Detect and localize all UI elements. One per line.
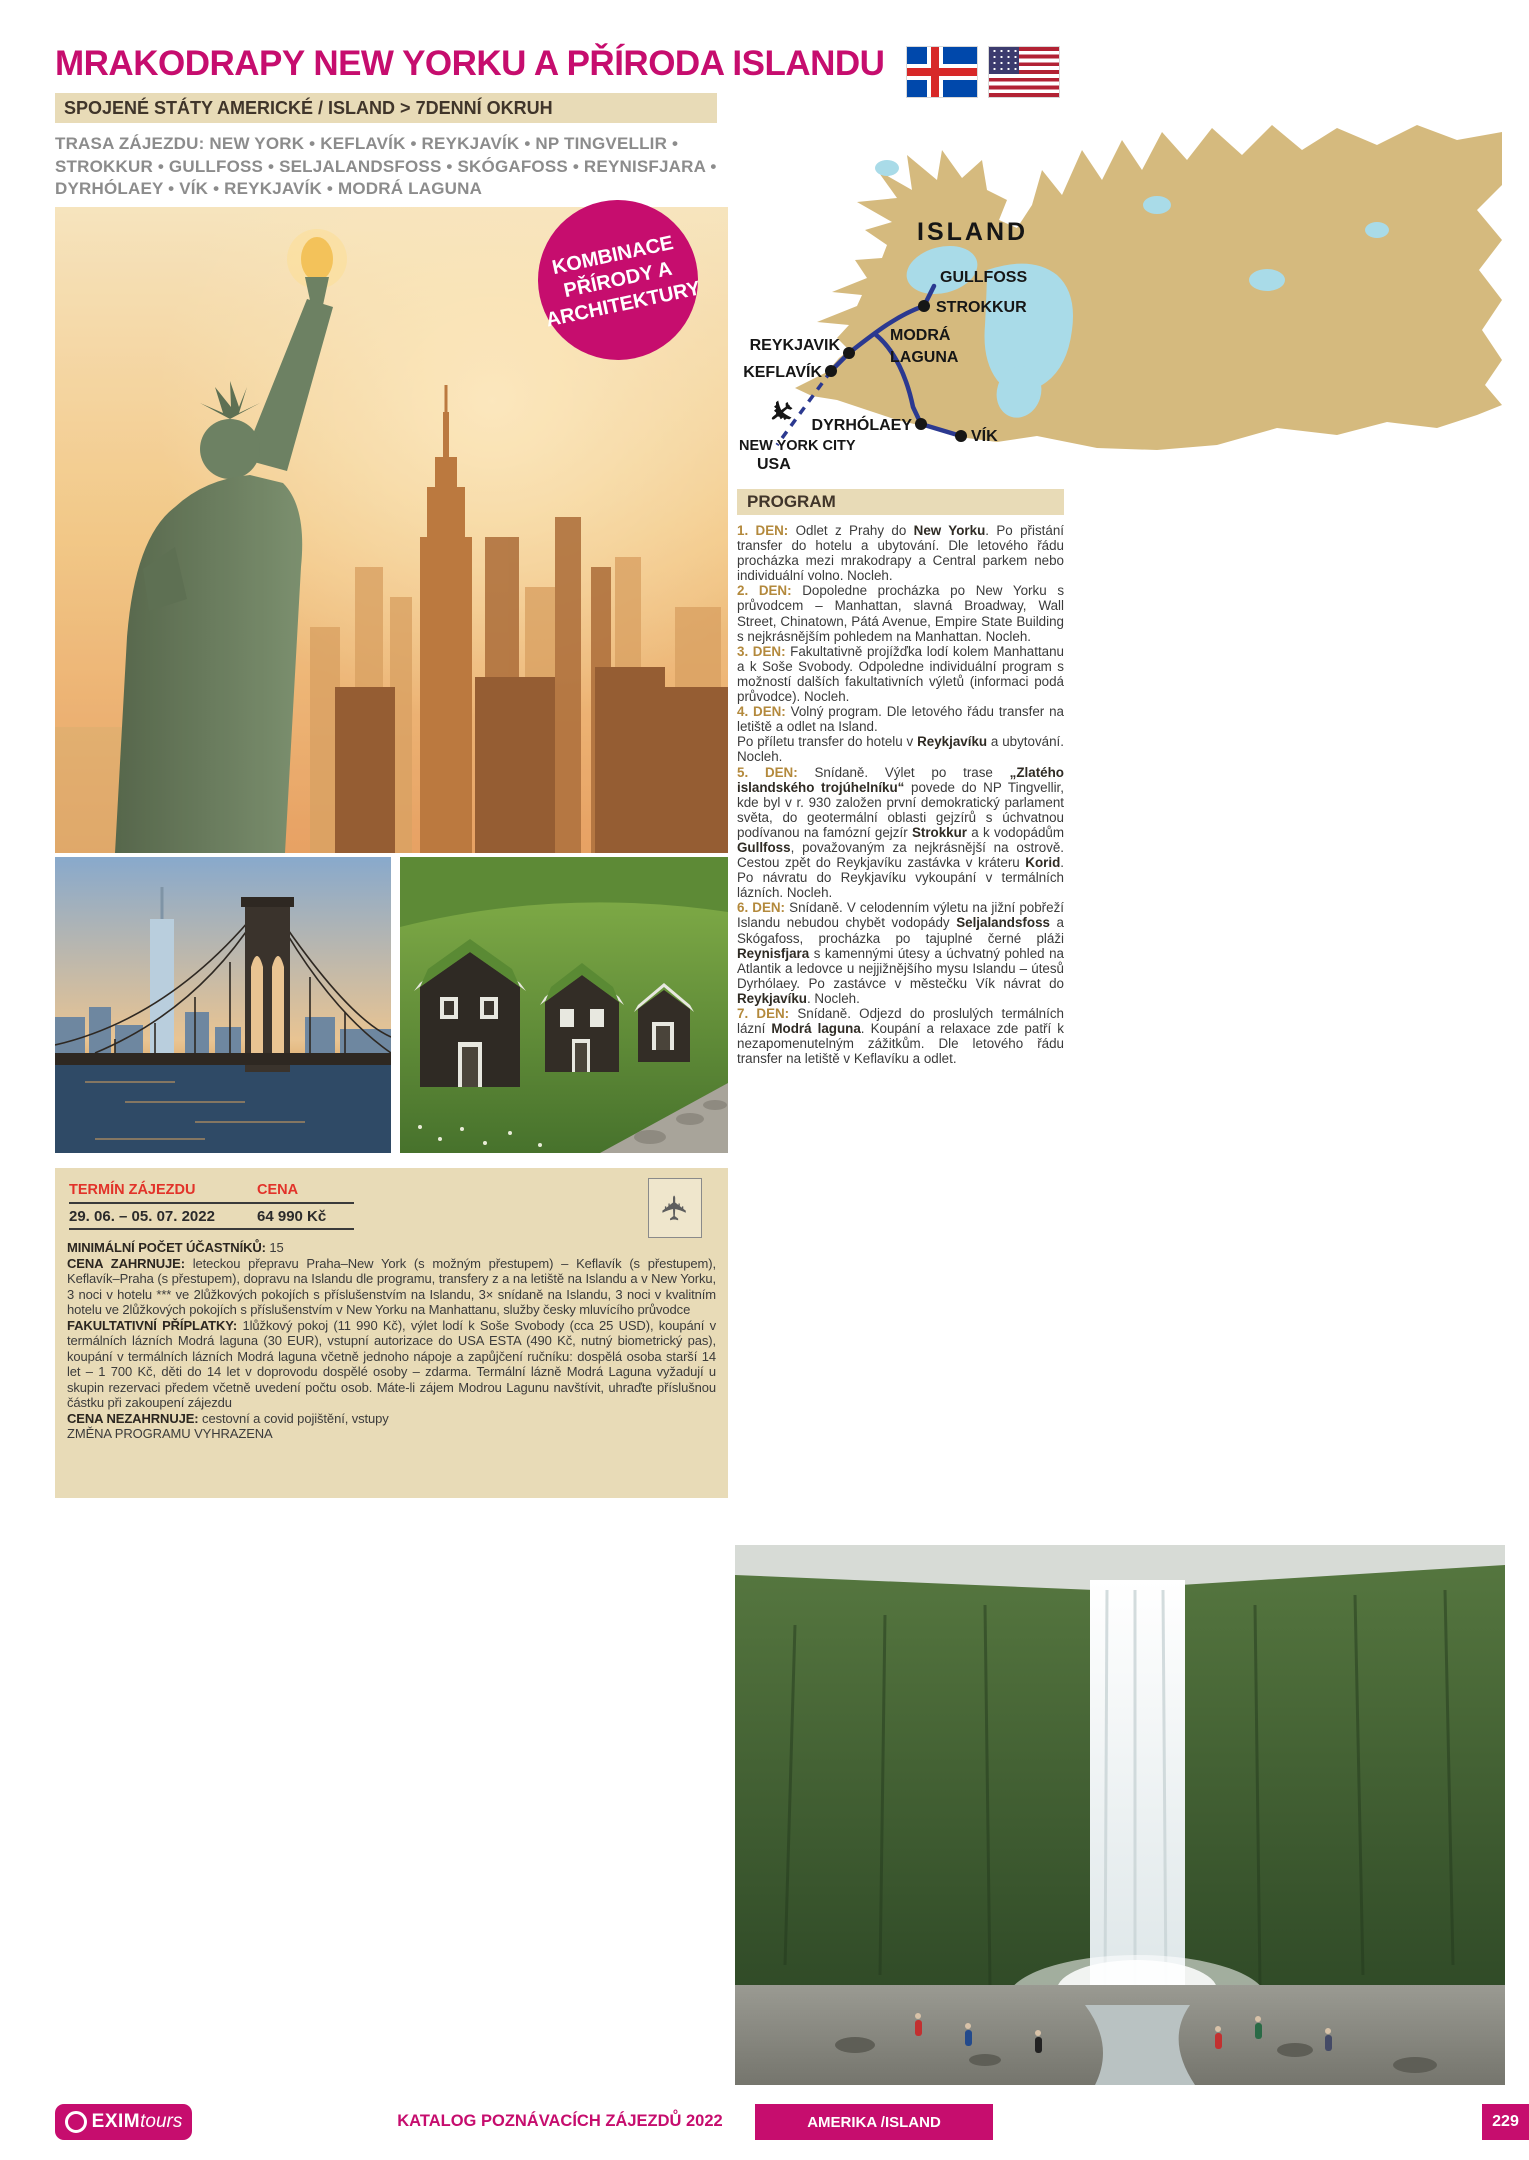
exim-logo-icon: [65, 2111, 87, 2133]
map-country-label: ISLAND: [917, 218, 1029, 246]
iceland-flag-icon: [907, 47, 977, 97]
program-paragraph: 3. DEN: Fakultativně projížďka lodí kolem Manhattanu a k Soše Svobody. Odpoledne individuální program s možností dalších fakultativních výletů (informaci podá průvodce). Nocleh.: [737, 643, 1065, 705]
program-paragraph: 4. DEN: Volný program. Dle letového řádu transfer na letiště a odlet na Island.: [737, 704, 1064, 735]
vik-dot: [955, 430, 967, 442]
reykjavik-dot: [843, 347, 855, 359]
turf-houses-photo: [400, 857, 728, 1153]
program-paragraph: 5. DEN: Snídaně. Výlet po trase „Zlatého islandského trojúhelníku“ povede do NP Tingvellir, kde byl v r. 930 založen první demokratický parlament světa, do geotermální oblasti gejzírů s úchvatnou podívanou na famózní gejzír Strokkur a k vodopádům Gullfoss, považovaným za nejkrásnější na ostrově. Cestou zpět do Reykjavíku zastávka v kráteru Korid. Po návratu do Reykjavíku vykoupání v termálních lázních. Nocleh.: [737, 764, 1064, 901]
tour-date: 29. 06. – 05. 07. 2022: [69, 1207, 215, 1225]
exim-logo-tours-text: tours: [140, 2111, 183, 2132]
skogafoss-waterfall-photo: [735, 1545, 1505, 2085]
program-paragraph: 2. DEN: Dopoledne procházka po New Yorku s průvodcem – Manhattan, slavná Broadway, Wall Street, Chinatown, Pátá Avenue, Empire State Building s nejkrásnějším pohledem na Manhattan. Nocleh.: [737, 583, 1065, 644]
term-column-header: TERMÍN ZÁJEZDU: [69, 1182, 196, 1198]
exim-logo-text: EXIM: [91, 2111, 141, 2132]
tour-route: TRASA ZÁJEZDU: NEW YORK • KEFLAVÍK • REYKJAVÍK • NP TINGVELLIR • STROKKUR • GULLFOSS • SELJALANDSFOSS • SKÓGAFOSS • REYNISFJARA • DYRHÓLAEY • VÍK • REYKJAVÍK • MODRÁ LAGUNA: [55, 134, 717, 199]
strokkur-label: STROKKUR: [936, 299, 1027, 316]
iceland-route-map: [737, 110, 1502, 480]
keflavik-dot: [825, 365, 837, 377]
conditions-paragraph: MINIMÁLNÍ POČET ÚČASTNÍKŮ: 15: [67, 1240, 284, 1255]
iceland-landmass: [795, 125, 1502, 450]
price-column-header: CENA: [257, 1182, 299, 1198]
vik-label: VÍK: [971, 428, 998, 445]
tour-price: 64 990 Kč: [257, 1207, 327, 1225]
reykjavik-label: REYKJAVIK: [749, 337, 840, 354]
program-heading: PROGRAM: [737, 489, 1064, 515]
pricing-conditions-panel: [55, 1168, 728, 1498]
catalog-title: KATALOG POZNÁVACÍCH ZÁJEZDŮ 2022: [397, 2112, 723, 2130]
program-paragraph: Po příletu transfer do hotelu v Reykjavíku a ubytování. Nocleh.: [737, 734, 1064, 765]
page-title: MRAKODRAPY NEW YORKU A PŘÍRODA ISLANDU: [55, 44, 885, 83]
program-itinerary: [737, 523, 1064, 1066]
combo-badge: KOMBINACE PŘÍRODY A ARCHITEKTURY: [523, 185, 713, 375]
airplane-icon: ✈: [759, 390, 801, 432]
strokkur-dot: [918, 300, 930, 312]
bridge-deck: [55, 1053, 391, 1065]
conditions-paragraph: ZMĚNA PROGRAMU VYHRAZENA: [67, 1426, 273, 1441]
tour-conditions: [67, 1240, 716, 1442]
flight-included-box: [648, 1178, 702, 1238]
conditions-paragraph: CENA ZAHRNUJE: leteckou přepravu Praha–New York (s možným přestupem) – Keflavík (s přestupem), Keflavík–Praha (s přestupem), dopravu na Islandu dle programu, transfery z a na letiště na Islandu a v New Yorku, 3 noci v hotelu *** ve 2lůžkových pokojích s příslušenstvím na Islandu, 3× snídaně na Islandu, 3 noci v kvalitním hotelu ve 2lůžkových pokojích s příslušenstvím v New Yorku na Manhattanu, služby česky mluvícího průvodce: [67, 1255, 716, 1317]
program-paragraph: 7. DEN: Snídaně. Odjezd do proslulých termálních lázní Modrá laguna. Koupání a relaxace zde patří k nezapomenutelným zážitkům. Dle letového řádu transfer na letiště v Keflavíku a odlet.: [737, 1006, 1064, 1067]
usa-label: USA: [757, 456, 791, 473]
exim-tours-logo: [55, 2104, 192, 2140]
price-table-header-row: [69, 1178, 359, 1202]
region-badge: AMERIKA /ISLAND: [755, 2104, 993, 2140]
program-paragraph: 6. DEN: Snídaně. V celodenním výletu na jižní pobřeží Islandu nebudou chybět vodopády Seljalandsfoss a Skógafoss, procházka po tajuplné černé pláži Reynisfjara s kamennými útesy a úchvatný pohled na Atlantik a ledovce u nejjižnějšího mysu Islandu – útesů Dyrhólaey. Po zastávce v městečku Vík návrat do Reykjavíku. Nocleh.: [737, 900, 1065, 1006]
table-rule: [69, 1228, 354, 1230]
usa-flag-canton: [989, 47, 1019, 74]
modra-laguna-label-1: MODRÁ: [890, 327, 951, 344]
new-york-city-label: NEW YORK CITY: [739, 438, 856, 454]
program-paragraph: 1. DEN: Odlet z Prahy do New Yorku. Po přistání transfer do hotelu a ubytování. Dle letového řádu procházka mezi mrakodrapy a Central parkem nebo individuální volno. Nocleh.: [737, 523, 1064, 584]
keflavik-label: KEFLAVÍK: [743, 364, 822, 381]
dyrholaey-dot: [915, 418, 927, 430]
airplane-icon: ✈: [656, 1193, 694, 1223]
conditions-paragraph: FAKULTATIVNÍ PŘÍPLATKY: 1lůžkový pokoj (11 990 Kč), výlet lodí k Soše Svobody (cca 25 USD), koupání v termálních lázních Modrá laguna (30 EUR), vstupní autorizace do USA ESTA (490 Kč, nutný biometrický pas), koupání v termálních lázních Modrá laguna včetně jednoho nápoje a zapůjčení ručníku: dospělá osoba starší 14 let – 1 700 Kč, děti do 14 let v doprovodu dospělé osoby – zdarma. Termální lázně Modrá Laguna vyžadují u skupin rezervaci předem včetně uvedení počtu osob. Máte-li zájem Modrou Lagunu navštívit, uhraďte příslušnou částku při zakoupení zájezdu: [67, 1317, 716, 1410]
gullfoss-label: GULLFOSS: [940, 269, 1028, 286]
modra-laguna-label-2: LAGUNA: [890, 349, 959, 366]
price-table: [69, 1178, 359, 1230]
page-number: 229: [1482, 2104, 1529, 2140]
usa-flag-icon: [989, 47, 1059, 97]
bridge-tower: [241, 897, 294, 1072]
conditions-paragraph: CENA NEZAHRNUJE: cestovní a covid pojištění, vstupy: [67, 1410, 389, 1426]
brooklyn-bridge-photo: [55, 857, 391, 1153]
tour-subtitle: SPOJENÉ STÁTY AMERICKÉ / ISLAND > 7DENNÍ OKRUH: [55, 93, 717, 123]
right-cliff: [1180, 1565, 1505, 2015]
price-table-data-row: [69, 1204, 359, 1228]
dyrholaey-label: DYRHÓLAEY: [811, 417, 912, 434]
